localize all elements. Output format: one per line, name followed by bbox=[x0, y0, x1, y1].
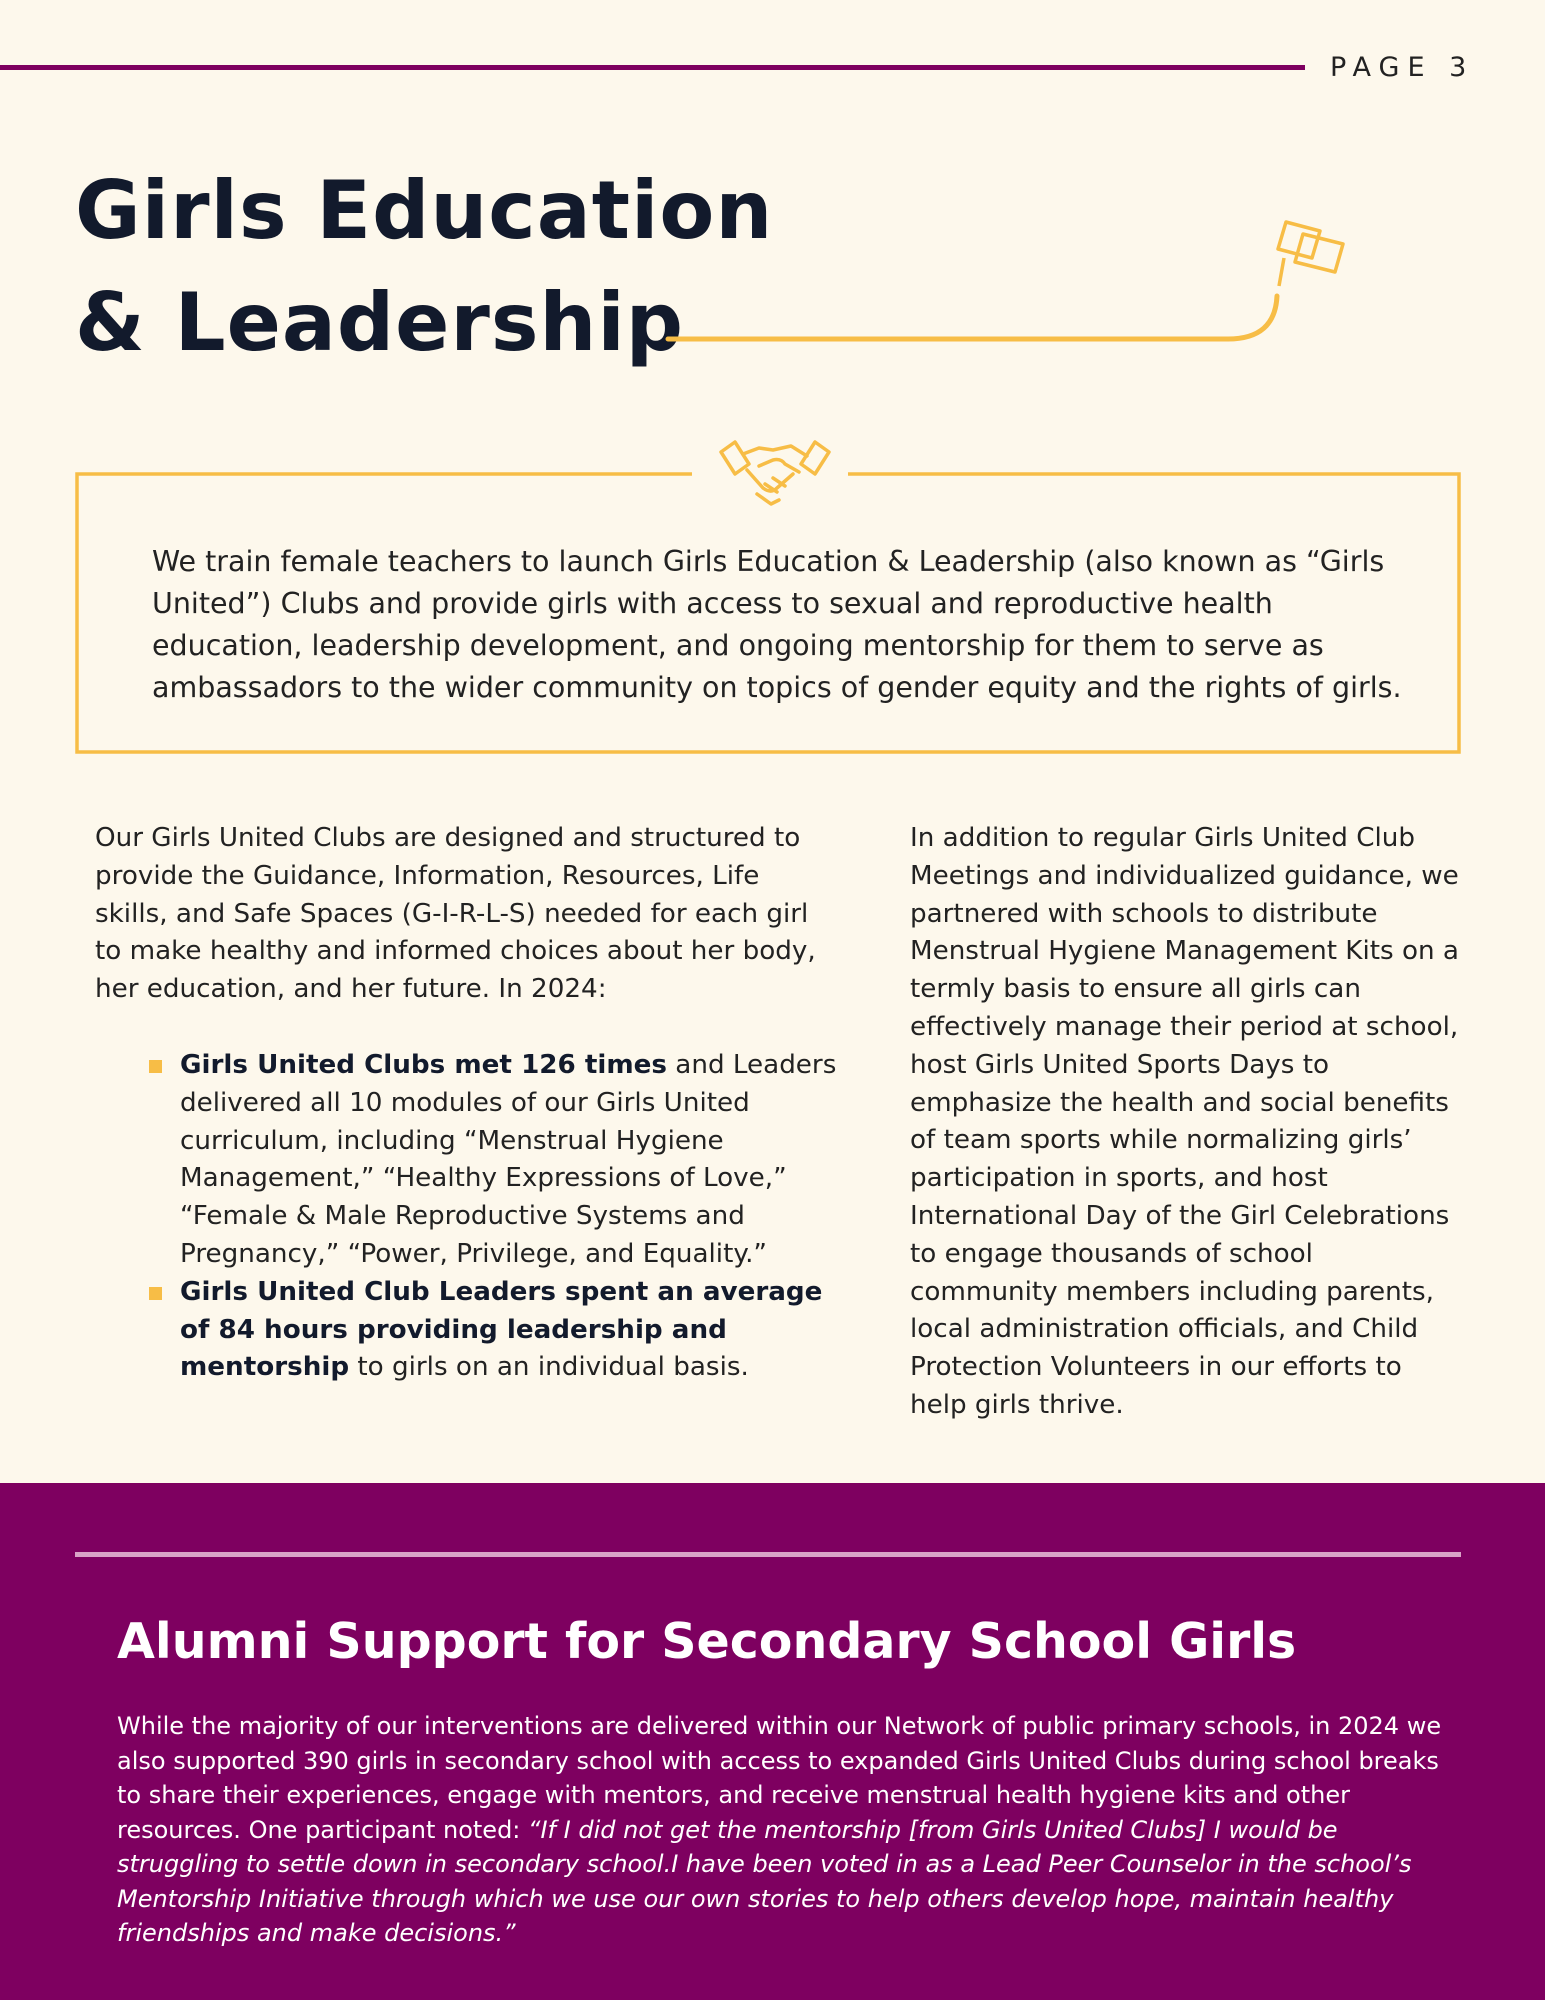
alumni-paragraph bbox=[117, 1709, 1447, 1951]
right-column bbox=[910, 820, 1465, 1425]
title-line-1: Girls Education bbox=[75, 164, 774, 257]
bullet-bold-text: Girls United Club Leaders spent an average of 84 hours providing leadership and mentorship bbox=[180, 1276, 823, 1383]
square-bullet bbox=[149, 1287, 162, 1300]
alumni-section bbox=[0, 1483, 1545, 2000]
girls-clubs-paragraph: Our Girls United Clubs are designed and structured to provide the Guidance, Information, Resources, Life skills, and Safe Spaces (G-I-R-L-S) needed for each girl to make healthy and informed choices about her body, her education, and her future. In 2024: bbox=[95, 823, 816, 1005]
alumni-text: While the majority of our interventions are delivered within our Network of public primary schools, in 2024 we also supported 390 girls in secondary school with access to expanded Girls United Clubs during school breaks to share their experiences, engage with mentors, and receive menstrual health hygiene kits and other resources. One participant noted: bbox=[117, 1712, 1442, 1844]
kite-icon bbox=[1278, 222, 1343, 286]
handshake-icon bbox=[713, 432, 837, 516]
intro-paragraph: We train female teachers to launch Girls Education & Leadership (also known as “Girls United”) Clubs and provide girls with access to sexual and reproductive health education, leadership development, and ongoing mentorship for them to serve as ambassadors to the wider community on topics of gender equity and the rights of girls. bbox=[152, 545, 1402, 704]
achievements-list bbox=[95, 1047, 840, 1387]
additional-programs-paragraph: In addition to regular Girls United Club Meetings and individualized guidance, we partnered with schools to distribute Menstrual Hygiene Management Kits on a termly basis to ensure all girls can effectively manage their period at school, host Girls United Sports Days to emphasize the health and social benefits of team sports while normalizing girls’ participation in sports, and host International Day of the Girl Celebrations to engage thousands of school community members including parents, local administration officials, and Child Protection Volunteers in our efforts to help girls thrive. bbox=[910, 823, 1459, 1420]
participant-quote: “If I did not get the mentorship [from Girls United Clubs] I would be struggling to settle down in secondary school.I have been voted in as a Lead Peer Counselor in the school’s Mentorship Initiative through which we use our own stories to help others develop hope, maintain healthy friendships and make decisions.” bbox=[117, 1815, 1412, 1947]
page-number: PAGE 3 bbox=[1330, 52, 1475, 83]
list-item bbox=[180, 1047, 840, 1274]
bullet-bold-text: Girls United Clubs met 126 times bbox=[180, 1049, 667, 1080]
kite-decoration bbox=[0, 0, 1545, 360]
bullet-text: and Leaders delivered all 10 modules of our Girls United curriculum, including “Menstrual Hygiene Management,” “Healthy Expressions of Love,” “Female & Male Reproductive Systems and Pregnancy,” “Power, Privilege, and Equality.” bbox=[180, 1049, 837, 1269]
list-item bbox=[180, 1274, 840, 1387]
alumni-title: Alumni Support for Secondary School Girls bbox=[117, 1613, 1297, 1670]
square-bullet bbox=[149, 1060, 162, 1073]
title-line-2: & Leadership bbox=[75, 276, 685, 369]
left-column bbox=[95, 820, 840, 1387]
bullet-text: to girls on an individual basis. bbox=[349, 1352, 749, 1383]
alumni-divider bbox=[75, 1552, 1461, 1557]
